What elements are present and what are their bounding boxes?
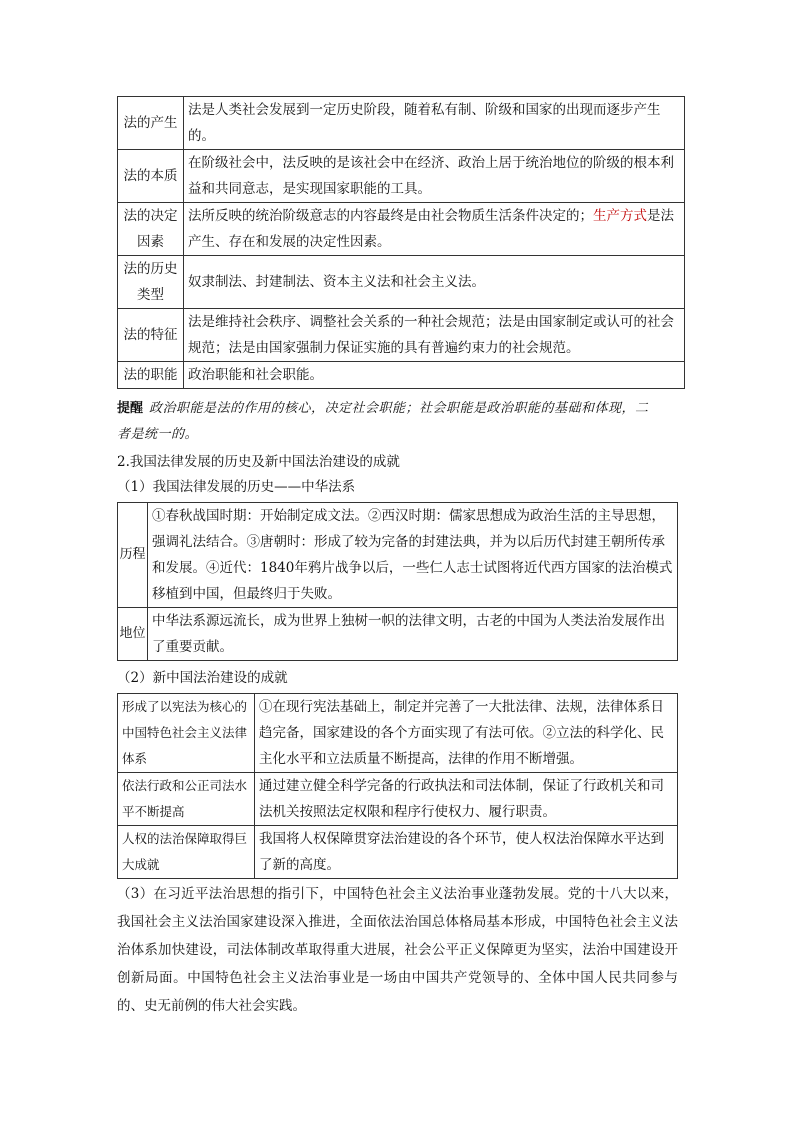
row-content (184, 203, 685, 256)
table-row (118, 362, 685, 389)
tip-line-2 (117, 422, 198, 448)
table-row (118, 773, 678, 826)
row-content: ①春秋战国时期：开始制定成文法。②西汉时期：儒家思想成为政治生活的主导思想，强调礼法结合。③唐朝时：形成了较为完备的封建法典，并为以后历代封建王朝所传承和发展。④近代：1840年鸦片战争以后，一些仁人志士试图将近代西方国家的法治模式移植到中国，但最终归于失败。 (148, 503, 678, 608)
subsection-title: （1）我国法律发展的历史——中华法系 (117, 479, 356, 495)
row-label: 法的决定因素 (118, 203, 184, 256)
row-label: 地位 (118, 608, 148, 661)
tip-text: 者是统一的。 (117, 427, 199, 442)
row-label: 法的产生 (118, 97, 184, 150)
row-label: 形成了以宪法为核心的中国特色社会主义法律体系 (118, 694, 255, 773)
content-part: 法所反映的统治阶级意志的内容最终是由社会物质生活条件决定的； (188, 208, 593, 224)
table-row (118, 203, 685, 256)
row-label: 历程 (118, 503, 148, 608)
row-content: ①在现行宪法基础上，制定并完善了一大批法律、法规，法律体系日趋完备，国家建设的各个方面实现了有法可依。②立法的科学化、民主化水平和立法质量不断提高，法律的作用不断增强。 (255, 694, 678, 773)
table-row (118, 256, 685, 309)
row-content: 我国将人权保障贯穿法治建设的各个环节，使人权法治保障水平达到了新的高度。 (255, 826, 678, 879)
table-row (118, 608, 678, 661)
row-label: 法的职能 (118, 362, 184, 389)
row-label: 依法行政和公正司法水平不断提高 (118, 773, 255, 826)
row-label: 法的特征 (118, 309, 184, 362)
row-content: 奴隶制法、封建制法、资本主义法和社会主义法。 (184, 256, 685, 309)
content-part: 是法产生、存在和发展的决定性因素。 (188, 208, 674, 250)
highlight-text: 生产方式 (593, 208, 647, 224)
row-content: 法是维持社会秩序、调整社会关系的一种社会规范；法是由国家制定或认可的社会规范；法是由国家强制力保证实施的具有普遍约束力的社会规范。 (184, 309, 685, 362)
law-basics-table (117, 96, 685, 389)
row-label: 人权的法治保障取得巨大成就 (118, 826, 255, 879)
row-content: 通过建立健全科学完备的行政执法和司法体制，保证了行政机关和司法机关按照法定权限和程序行使权力、履行职责。 (255, 773, 678, 826)
table-row (118, 150, 685, 203)
tip-text: 政治职能是法的作用的核心，决定社会职能；社会职能是政治职能的基础和体现，二 (149, 401, 649, 416)
table-row (118, 503, 678, 608)
row-label: 法的本质 (118, 150, 184, 203)
section-title: 2.我国法律发展的历史及新中国法治建设的成就 (117, 454, 400, 470)
table-row (118, 309, 685, 362)
row-content: 中华法系源远流长，成为世界上独树一帜的法律文明，古老的中国为人类法治发展作出了重要贡献。 (148, 608, 678, 661)
subsection-title: （2）新中国法治建设的成就 (117, 670, 288, 686)
row-content: 政治职能和社会职能。 (184, 362, 685, 389)
table-row (118, 97, 685, 150)
tip-label: 提醒 (117, 401, 144, 416)
row-content: 法是人类社会发展到一定历史阶段，随着私有制、阶级和国家的出现而逐步产生的。 (184, 97, 685, 150)
row-content: 在阶级社会中，法反映的是该社会中在经济、政治上居于统治地位的阶级的根本利益和共同意志，是实现国家职能的工具。 (184, 150, 685, 203)
row-label: 法的历史类型 (118, 256, 184, 309)
rule-of-law-achievements-table (117, 693, 678, 879)
chinese-legal-system-table (117, 502, 678, 661)
table-row (118, 826, 678, 879)
tip-line-1 (117, 396, 649, 422)
table-row (118, 694, 678, 773)
paragraph: （3）在习近平法治思想的指引下，中国特色社会主义法治事业蓬勃发展。党的十八大以来，我国社会主义法治国家建设深入推进，全面依法治国总体格局基本形成，中国特色社会主义法治体系加快建设，司法体制改革取得重大进展，社会公平正义保障更为坚实，法治中国建设开创新局面。中国特色社会主义法治事业是一场由中国共产党领导的、全体中国人民共同参与的、史无前例的伟大社会实践。 (117, 886, 678, 1014)
